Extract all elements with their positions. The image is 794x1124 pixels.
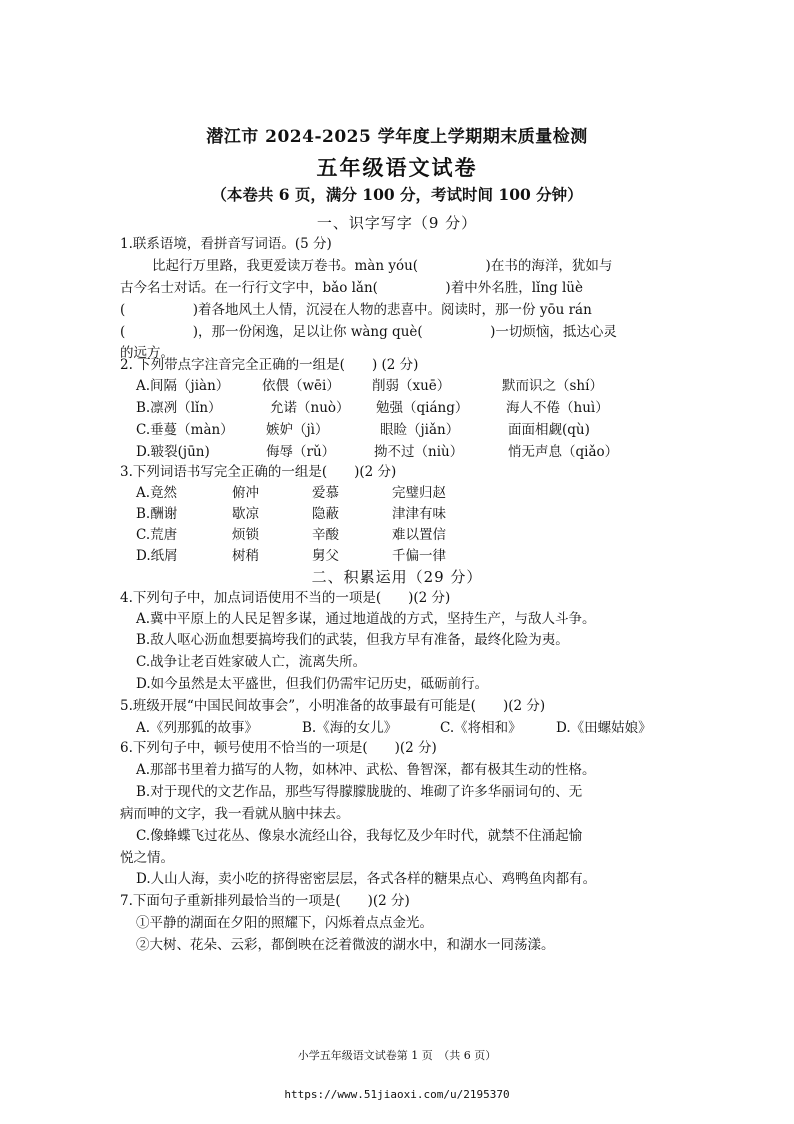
question-4-stem: 4.下列句子中，加点词语使用不当的一项是( )(2 分) xyxy=(120,590,451,606)
question-5-stem: 5.班级开展“中国民间故事会”，小明准备的故事最有可能是( )(2 分) xyxy=(120,698,546,714)
question-3-option: B.酬谢 xyxy=(136,506,178,522)
question-6-stem: 6.下列句子中，顿号使用不恰当的一项是( )(2 分) xyxy=(120,740,437,756)
exam-info: （本卷共 6 页，满分 100 分，考试时间 100 分钟） xyxy=(211,185,583,204)
question-2-option: A.间隔（jiàn） xyxy=(136,378,230,394)
question-6-line: A.那部书里着力描写的人物，如林冲、武松、鲁智深，都有极其生动的性格。 xyxy=(136,762,596,778)
question-5-option: B.《海的女儿》 xyxy=(302,720,398,736)
question-1-line: 的远方。 xyxy=(120,345,174,361)
question-2-option: 面面相觑(qù) xyxy=(508,422,590,438)
question-2-option: 嫉妒（jì） xyxy=(266,422,329,438)
question-1-line: ( )，那一份闲逸，足以让你 wàng què( )一切烦恼，抵达心灵 xyxy=(120,324,617,340)
question-2-option: 悄无声息（qiǎo） xyxy=(508,444,619,460)
question-1-line: 古今名士对话。在一行行文字中，bǎo lǎn( )着中外名胜，lǐng lüè xyxy=(120,280,583,296)
question-2-option: B.凛冽（lǐn） xyxy=(136,400,222,416)
question-2-option: 拗不过（niù） xyxy=(374,444,464,460)
question-6-line: C.像蜂蝶飞过花丛、像泉水流经山谷，我每忆及少年时代，就禁不住涌起愉 xyxy=(136,828,583,844)
question-7-item: ②大树、花朵、云彩，都倒映在泛着微波的湖水中，和湖水一同荡漾。 xyxy=(136,937,555,953)
question-6-line: D.人山人海，卖小吃的挤得密密层层，各式各样的糖果点心、鸡鸭鱼肉都有。 xyxy=(136,871,597,887)
question-1-line: 比起行万里路，我更爱读万卷书。màn yóu( )在书的海洋，犹如与 xyxy=(152,258,613,274)
question-3-option: 难以置信 xyxy=(392,527,446,543)
question-3-option: 千偏一律 xyxy=(392,548,446,564)
question-3-option: C.荒唐 xyxy=(136,527,178,543)
question-5-option: D.《田螺姑娘》 xyxy=(556,720,652,736)
question-2-option: 侮辱（rǔ） xyxy=(266,444,336,460)
page-number: 小学五年级语文试卷第 1 页 （共 6 页） xyxy=(297,1049,497,1062)
question-1-stem: 1.联系语境，看拼音写词语。(5 分) xyxy=(120,236,332,252)
question-6-line: 悦之情。 xyxy=(120,850,174,866)
question-3-option: 歇凉 xyxy=(232,506,259,522)
question-3-option: 隐蔽 xyxy=(312,506,339,522)
section-heading-1: 一、识字写字（9 分） xyxy=(316,214,478,232)
question-6-line: B.对于现代的文艺作品，那些写得朦朦胧胧的、堆砌了许多华丽词句的、无 xyxy=(136,784,583,800)
question-3-option: 完璧归赵 xyxy=(392,485,446,501)
exam-subtitle: 五年级语文试卷 xyxy=(316,155,478,180)
source-url[interactable]: https://www.51jiaoxi.com/u/2195370 xyxy=(284,1088,510,1101)
question-3-option: 爱慕 xyxy=(312,485,339,501)
question-3-stem: 3.下列词语书写完全正确的一组是( )(2 分) xyxy=(120,464,397,480)
question-2-option: 默而识之（shí） xyxy=(502,378,603,394)
question-3-option: 辛酸 xyxy=(312,527,339,543)
section-heading-2: 二、积累运用（29 分） xyxy=(311,568,483,586)
question-2-option: 勉强（qiáng） xyxy=(376,400,469,416)
question-4-option: B.敌人呕心沥血想要搞垮我们的武装，但我方早有准备，最终化险为夷。 xyxy=(136,632,569,648)
question-3-option: 俯冲 xyxy=(232,485,259,501)
question-2-option: C.垂蔓（màn） xyxy=(136,422,234,438)
question-4-option: D.如今虽然是太平盛世，但我们仍需牢记历史，砥砺前行。 xyxy=(136,676,489,692)
question-3-option: 舅父 xyxy=(312,548,339,564)
question-4-option: A.冀中平原上的人民足智多谋，通过地道战的方式，坚持生产，与敌人斗争。 xyxy=(136,611,596,627)
question-2-option: 允诺（nuò） xyxy=(270,400,350,416)
question-2-option: 眼睑（jiǎn） xyxy=(380,422,460,438)
question-2-option: 海人不倦（huì） xyxy=(506,400,609,416)
question-1-line: ( )着各地风土人情，沉浸在人物的悲喜中。阅读时，那一份 yōu rán xyxy=(120,302,592,318)
question-2-option: D.皲裂(jūn) xyxy=(136,444,210,460)
question-3-option: D.纸屑 xyxy=(136,548,178,564)
question-7-stem: 7.下面句子重新排列最恰当的一项是( )(2 分) xyxy=(120,893,410,909)
question-5-option: C.《将相和》 xyxy=(440,720,522,736)
question-6-line: 病而呻的文字，我一看就从脑中抹去。 xyxy=(120,806,350,822)
question-2-stem: 2. 下列带点字注音完全正确的一组是( ) (2 分) xyxy=(120,357,419,373)
question-4-option: C.战争让老百姓家破人亡，流离失所。 xyxy=(136,654,367,670)
question-3-option: 树稍 xyxy=(232,548,259,564)
question-7-item: ①平静的湖面在夕阳的照耀下，闪烁着点点金光。 xyxy=(136,915,433,931)
question-2-option: 削弱（xuē） xyxy=(372,378,451,394)
question-3-option: 津津有味 xyxy=(392,506,446,522)
question-2-option: 依偎（wēi） xyxy=(262,378,340,394)
exam-title: 潜江市 2024-2025 学年度上学期期末质量检测 xyxy=(206,127,588,147)
question-3-option: A.竟然 xyxy=(136,485,178,501)
question-5-option: A.《列那狐的故事》 xyxy=(136,720,259,736)
question-3-option: 烦锁 xyxy=(232,527,259,543)
